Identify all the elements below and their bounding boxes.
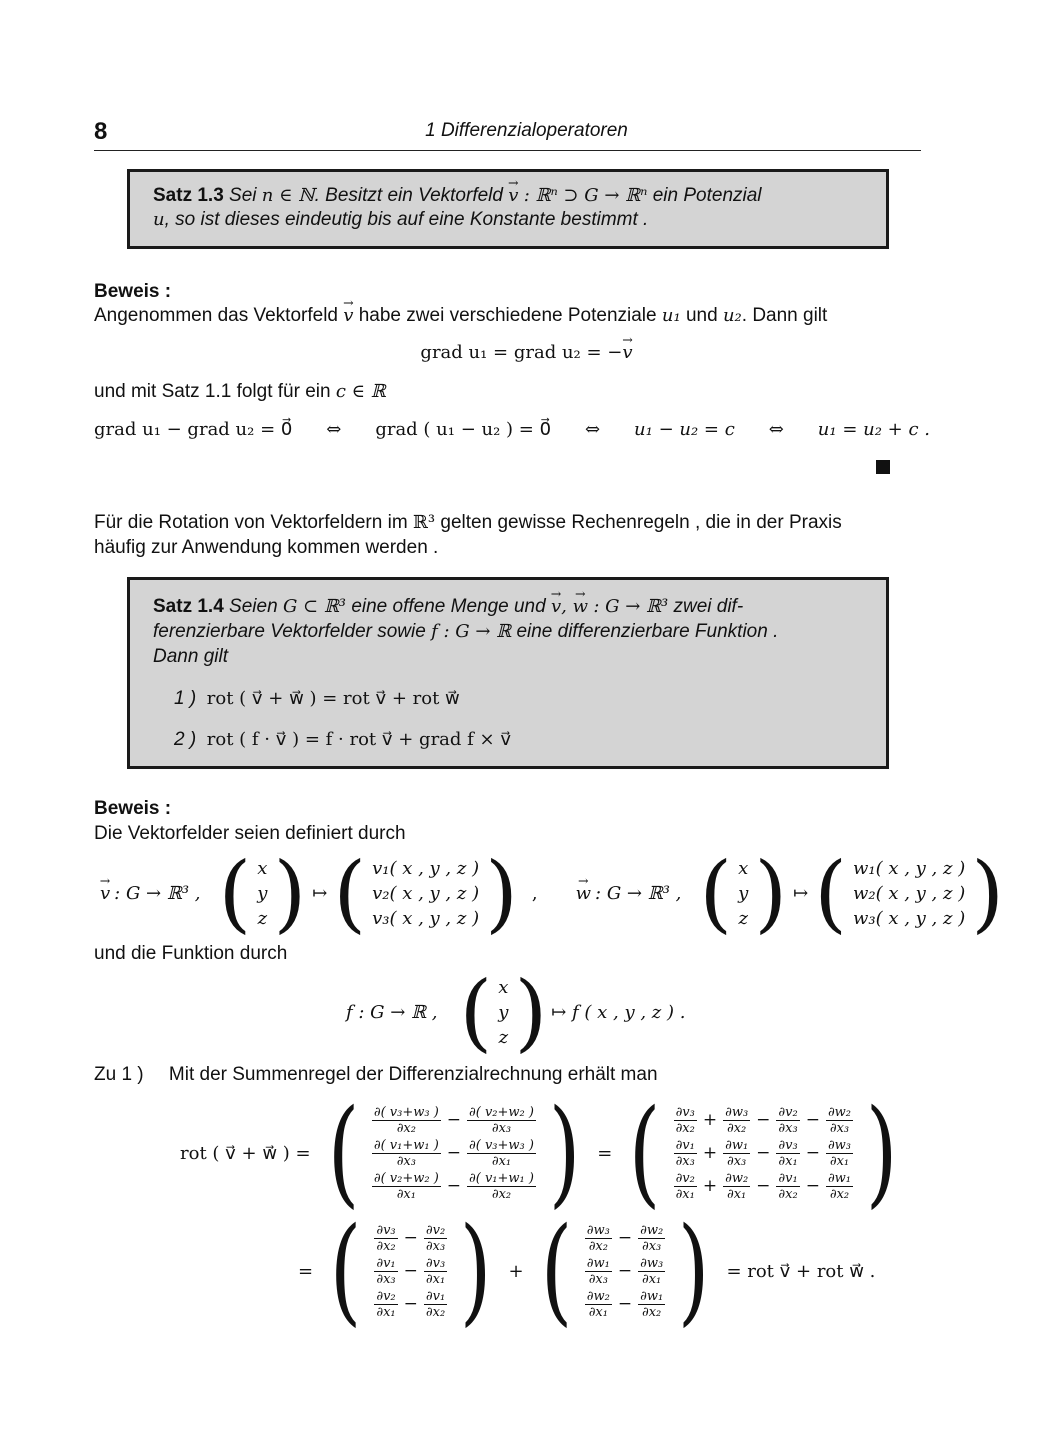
minus-operator: − (403, 1293, 418, 1314)
fraction (826, 1172, 853, 1201)
fraction (372, 1106, 441, 1135)
vector-v: → v (508, 185, 518, 206)
fraction (826, 1139, 853, 1168)
fraction (372, 1139, 441, 1168)
fraction-numerator: ∂w₃ (725, 1104, 749, 1120)
fraction-numerator: ∂w₂ (640, 1222, 664, 1238)
x-entry: x (738, 857, 749, 879)
fraction (374, 1257, 397, 1286)
fraction (585, 1290, 612, 1319)
mapsto: ↦ (793, 882, 809, 904)
minus-operator: − (756, 1109, 771, 1130)
text: eine differenzierbare Funktion . (516, 621, 779, 642)
paragraph-line-1 (94, 512, 842, 534)
qed-square (876, 460, 890, 474)
left-paren: ( (629, 1085, 661, 1220)
matrix-column (668, 1104, 859, 1203)
v3-entry: v₃( x , y , z ) (372, 907, 480, 929)
zu-1-line (94, 1064, 658, 1086)
fraction-denominator: ∂x₁ (829, 1153, 850, 1169)
theorem-1-3-line-1 (153, 185, 762, 207)
minus-operator: − (617, 1260, 633, 1281)
math: f : G → ℝ (431, 621, 512, 642)
text: ein Potenzial (652, 185, 762, 206)
fraction-denominator: ∂x₃ (829, 1120, 850, 1136)
matrix-row (585, 1255, 665, 1288)
fraction-denominator: ∂x₁ (425, 1271, 446, 1287)
xyz-vector (699, 844, 788, 942)
fraction-numerator: ∂( v₃+w₃ ) (469, 1137, 534, 1153)
fraction-numerator: ∂w₃ (586, 1222, 610, 1238)
vector-v: → v (100, 883, 110, 904)
rot-equation-1 (180, 1085, 904, 1220)
fraction-numerator: ∂w₃ (640, 1255, 664, 1271)
fraction-numerator: ∂v₃ (376, 1222, 396, 1238)
page-number: 8 (94, 118, 108, 145)
right-paren: ) (548, 1085, 581, 1220)
theorem-label: Satz 1.4 (153, 596, 224, 617)
fraction-numerator: ∂v₃ (675, 1104, 695, 1120)
fraction (424, 1290, 447, 1319)
math: u₂ (722, 305, 742, 326)
minus-operator: − (617, 1293, 633, 1314)
theorem-1-4-line-3: Dann gilt (153, 646, 228, 667)
y-entry: y (498, 1001, 509, 1023)
matrix-row (372, 1170, 536, 1203)
proof-heading: Beweis : (94, 798, 172, 819)
z-entry: z (257, 907, 268, 929)
fraction-denominator: ∂x₃ (642, 1238, 662, 1254)
right-paren: ) (485, 844, 518, 942)
theorem-1-3-line-2 (153, 209, 648, 231)
fraction-denominator: ∂x₂ (642, 1304, 662, 1320)
right-paren: ) (971, 844, 1004, 942)
matrix-3 (323, 1203, 498, 1338)
matrix-row (374, 1288, 447, 1321)
fraction-denominator: ∂x₁ (491, 1153, 512, 1169)
minus-operator: − (446, 1109, 462, 1130)
fraction (674, 1172, 697, 1201)
fraction (467, 1139, 536, 1168)
v2-entry: v₂( x , y , z ) (372, 882, 480, 904)
fraction-numerator: ∂w₂ (586, 1288, 610, 1304)
item-label: 1 ) (174, 688, 197, 709)
fraction-denominator: ∂x₁ (588, 1304, 608, 1320)
math: ⇔ (585, 419, 601, 440)
text: zwei dif- (673, 596, 744, 617)
item-label: Zu 1 ) (94, 1064, 144, 1085)
left-paren: ( (329, 1203, 362, 1338)
fraction (638, 1257, 665, 1286)
fraction (638, 1224, 665, 1253)
z-entry: z (738, 907, 748, 929)
math: : G → ℝ³ , (114, 882, 201, 904)
minus-operator: − (403, 1260, 418, 1281)
math: u₁ − u₂ = c (634, 419, 735, 440)
text: und (685, 305, 718, 326)
comma: , (531, 882, 538, 904)
matrix-row (585, 1288, 665, 1321)
text: ferenzierbare Vektorfelder sowie (153, 621, 426, 642)
fraction-numerator: ∂w₂ (827, 1104, 852, 1120)
math: : G → ℝ³ , (595, 882, 682, 904)
equals: = (298, 1260, 314, 1282)
fraction (723, 1106, 750, 1135)
matrix-row (674, 1104, 853, 1137)
fraction-denominator: ∂x₃ (425, 1238, 446, 1254)
matrix-2 (622, 1085, 904, 1220)
fraction (776, 1139, 799, 1168)
math: : ℝⁿ ⊃ G → ℝⁿ (523, 185, 648, 206)
fraction-denominator: ∂x₂ (829, 1186, 850, 1202)
math: grad ( u₁ − u₂ ) = 0⃗ (375, 419, 552, 440)
text: . Besitzt ein Vektorfeld (314, 185, 503, 206)
fraction-numerator: ∂( v₁+w₁ ) (373, 1137, 439, 1153)
proof-1-line-1 (94, 305, 827, 327)
matrix-row (372, 1137, 536, 1170)
fraction-denominator: ∂x₃ (491, 1120, 512, 1136)
xyz-column (251, 856, 273, 931)
fraction-denominator: ∂x₃ (727, 1153, 747, 1169)
theorem-1-4-item-1 (174, 688, 460, 710)
matrix-column (368, 1222, 453, 1321)
fraction (826, 1106, 853, 1135)
math: ↦ f ( x , y , z ) . (551, 1001, 686, 1023)
math: c ∈ ℝ (335, 381, 386, 402)
fraction (374, 1290, 397, 1319)
math: n ∈ ℕ (261, 185, 315, 206)
matrix-row (585, 1222, 665, 1255)
proof-2-line-1: Die Vektorfelder seien definiert durch (94, 823, 406, 844)
fraction-denominator: ∂x₂ (727, 1120, 747, 1136)
math: rot ( f · v⃗ ) = f · rot v⃗ + grad f × v⃗ (206, 729, 511, 750)
text: gelten gewisse Rechenregeln , die in der Praxis (440, 512, 842, 533)
minus-operator: − (617, 1227, 633, 1248)
text: und mit Satz 1.1 folgt für ein (94, 381, 331, 402)
plus-operator: + (702, 1109, 718, 1130)
matrix-column (579, 1222, 671, 1321)
fraction-numerator: ∂v₁ (675, 1137, 695, 1153)
math: , (561, 596, 573, 617)
fraction-numerator: ∂w₂ (725, 1170, 749, 1186)
theorem-1-4-line-1 (153, 596, 743, 618)
paragraph-line-2: häufig zur Anwendung kommen werden . (94, 537, 439, 558)
right-paren: ) (459, 1203, 492, 1338)
math: u₁ (661, 305, 681, 326)
equation-grad (0, 342, 1053, 363)
fraction-numerator: ∂v₁ (376, 1255, 396, 1271)
x-entry: x (498, 976, 509, 998)
v1-entry: v₁( x , y , z ) (372, 857, 480, 879)
left-paren: ( (814, 844, 847, 942)
fraction (585, 1224, 612, 1253)
minus-operator: − (756, 1175, 771, 1196)
proof-heading: Beweis : (94, 281, 172, 302)
right-paren: ) (865, 1085, 898, 1220)
w-components (814, 844, 1004, 942)
matrix-row (674, 1170, 853, 1203)
fraction (585, 1257, 612, 1286)
fraction-denominator: ∂x₁ (675, 1186, 695, 1202)
fraction-numerator: ∂( v₁+w₁ ) (469, 1170, 534, 1186)
vector-w: → w (576, 883, 591, 904)
fraction (424, 1224, 447, 1253)
fraction-denominator: ∂x₂ (425, 1304, 446, 1320)
fraction-denominator: ∂x₁ (727, 1186, 747, 1202)
math: u₁ = u₂ + c . (817, 419, 930, 440)
z-entry: z (498, 1026, 509, 1048)
text: . Dann gilt (741, 305, 828, 326)
right-paren: ) (273, 844, 307, 942)
math: : G → ℝ³ (593, 596, 669, 617)
mapsto: ↦ (312, 882, 328, 904)
fraction-numerator: ∂( v₂+w₂ ) (469, 1104, 534, 1120)
fraction-numerator: ∂w₁ (725, 1137, 749, 1153)
math: grad u₁ = grad u₂ = − (420, 342, 623, 363)
math: rot ( v⃗ + w⃗ ) = (180, 1142, 311, 1164)
matrix-row (372, 1104, 536, 1137)
proof-2-line-func: und die Funktion durch (94, 943, 288, 964)
fraction-numerator: ∂( v₂+w₂ ) (373, 1170, 439, 1186)
text: Für die Rotation von Vektorfeldern im (94, 512, 408, 533)
left-paren: ( (327, 1085, 360, 1220)
fraction-denominator: ∂x₁ (778, 1153, 798, 1169)
fraction-numerator: ∂v₁ (778, 1170, 798, 1186)
fraction-denominator: ∂x₂ (491, 1186, 512, 1202)
text: habe zwei verschiedene Potenziale (358, 305, 657, 326)
xyz-vector (459, 963, 548, 1061)
function-definition (346, 963, 686, 1061)
math: G ⊂ ℝ³ (282, 596, 347, 617)
text: Mit der Summenregel der Differenzialrechnung erhält man (168, 1064, 658, 1085)
fraction-denominator: ∂x₃ (396, 1153, 416, 1169)
math: f : G → ℝ , (346, 1001, 438, 1023)
fraction-denominator: ∂x₁ (376, 1304, 396, 1320)
rot-equation-2 (298, 1203, 876, 1338)
theorem-1-4-line-2 (153, 621, 778, 643)
fraction (372, 1172, 441, 1201)
minus-operator: − (805, 1142, 820, 1163)
running-title: 1 Differenzialoperatoren (425, 120, 628, 141)
fraction-numerator: ∂v₃ (425, 1255, 446, 1271)
v-column (366, 856, 485, 931)
right-paren: ) (514, 963, 548, 1061)
fraction-numerator: ∂v₂ (425, 1222, 446, 1238)
fraction-numerator: ∂w₁ (640, 1288, 664, 1304)
plus: + (508, 1260, 524, 1282)
minus-operator: − (756, 1142, 771, 1163)
w1-entry: w₁( x , y , z ) (852, 857, 966, 879)
w2-entry: w₂( x , y , z ) (852, 882, 966, 904)
xyz-column (732, 856, 754, 931)
left-paren: ( (218, 844, 252, 942)
left-paren: ( (540, 1203, 573, 1338)
fraction (723, 1139, 750, 1168)
fraction-denominator: ∂x₃ (376, 1271, 396, 1287)
vector-v: → v (551, 596, 561, 617)
vector-field-definitions (100, 844, 1004, 942)
header-rule (94, 150, 921, 151)
fraction-numerator: ∂v₂ (675, 1170, 695, 1186)
fraction-numerator: ∂w₁ (586, 1255, 610, 1271)
y-entry: y (257, 882, 268, 904)
theorem-1-4-item-2 (174, 729, 511, 751)
fraction-numerator: ∂v₃ (778, 1137, 798, 1153)
left-paren: ( (699, 844, 733, 942)
fraction-denominator: ∂x₁ (396, 1186, 416, 1202)
vector-v: → v (622, 342, 632, 363)
left-paren: ( (333, 844, 367, 942)
minus-operator: − (805, 1109, 820, 1130)
fraction-numerator: ∂v₁ (425, 1288, 446, 1304)
fraction (723, 1172, 750, 1201)
equals: = (597, 1142, 613, 1164)
matrix-row (674, 1137, 853, 1170)
plus-operator: + (702, 1175, 718, 1196)
equation-chain (94, 419, 930, 440)
fraction-denominator: ∂x₃ (588, 1271, 608, 1287)
minus-operator: − (446, 1142, 462, 1163)
fraction-numerator: ∂( v₃+w₃ ) (373, 1104, 439, 1120)
proof-1-line-3 (94, 381, 386, 403)
math: = rot v⃗ + rot w⃗ . (726, 1260, 876, 1282)
theorem-label: Satz 1.3 (153, 185, 224, 206)
math: ⇔ (768, 419, 784, 440)
fraction-denominator: ∂x₂ (675, 1120, 695, 1136)
math: ⇔ (326, 419, 342, 440)
fraction-numerator: ∂v₂ (778, 1104, 798, 1120)
text: eine offene Menge und (351, 596, 546, 617)
fraction (674, 1106, 697, 1135)
fraction-denominator: ∂x₂ (396, 1120, 416, 1136)
right-paren: ) (754, 844, 788, 942)
plus-operator: + (702, 1142, 718, 1163)
math: grad u₁ − grad u₂ = 0⃗ (94, 419, 293, 440)
fraction-denominator: ∂x₂ (376, 1238, 396, 1254)
math: rot ( v⃗ + w⃗ ) = rot v⃗ + rot w⃗ (206, 688, 460, 709)
y-entry: y (738, 882, 749, 904)
fraction-numerator: ∂w₃ (827, 1137, 852, 1153)
matrix-row (374, 1222, 447, 1255)
fraction (467, 1106, 536, 1135)
fraction-numerator: ∂w₁ (827, 1170, 852, 1186)
matrix-column (366, 1104, 542, 1203)
matrix-1 (321, 1085, 588, 1220)
item-label: 2 ) (174, 729, 197, 750)
fraction-denominator: ∂x₁ (642, 1271, 662, 1287)
w-column (847, 856, 971, 931)
fraction-numerator: ∂v₂ (376, 1288, 396, 1304)
xyz-column (492, 975, 514, 1050)
fraction (674, 1139, 697, 1168)
right-paren: ) (677, 1203, 710, 1338)
math: ℝ³ (412, 512, 436, 533)
left-paren: ( (459, 963, 493, 1061)
text: Seien (229, 596, 278, 617)
v-components (333, 844, 518, 942)
minus-operator: − (805, 1175, 820, 1196)
xyz-vector (218, 844, 307, 942)
fraction-denominator: ∂x₂ (778, 1186, 798, 1202)
vector-v: → v (343, 305, 353, 326)
fraction (638, 1290, 665, 1319)
fraction-denominator: ∂x₃ (778, 1120, 798, 1136)
text: , so ist dieses eindeutig bis auf eine Konstante bestimmt . (164, 209, 649, 230)
matrix-row (374, 1255, 447, 1288)
x-entry: x (257, 857, 268, 879)
w3-entry: w₃( x , y , z ) (852, 907, 966, 929)
text: Sei (229, 185, 257, 206)
fraction (776, 1172, 799, 1201)
text: Angenommen das Vektorfeld (94, 305, 338, 326)
fraction (467, 1172, 536, 1201)
fraction (424, 1257, 447, 1286)
math: u (153, 209, 165, 230)
minus-operator: − (446, 1175, 462, 1196)
fraction (776, 1106, 799, 1135)
fraction-denominator: ∂x₃ (675, 1153, 695, 1169)
fraction (374, 1224, 397, 1253)
matrix-4 (534, 1203, 717, 1338)
vector-w: → w (573, 596, 588, 617)
minus-operator: − (403, 1227, 418, 1248)
fraction-denominator: ∂x₂ (588, 1238, 608, 1254)
